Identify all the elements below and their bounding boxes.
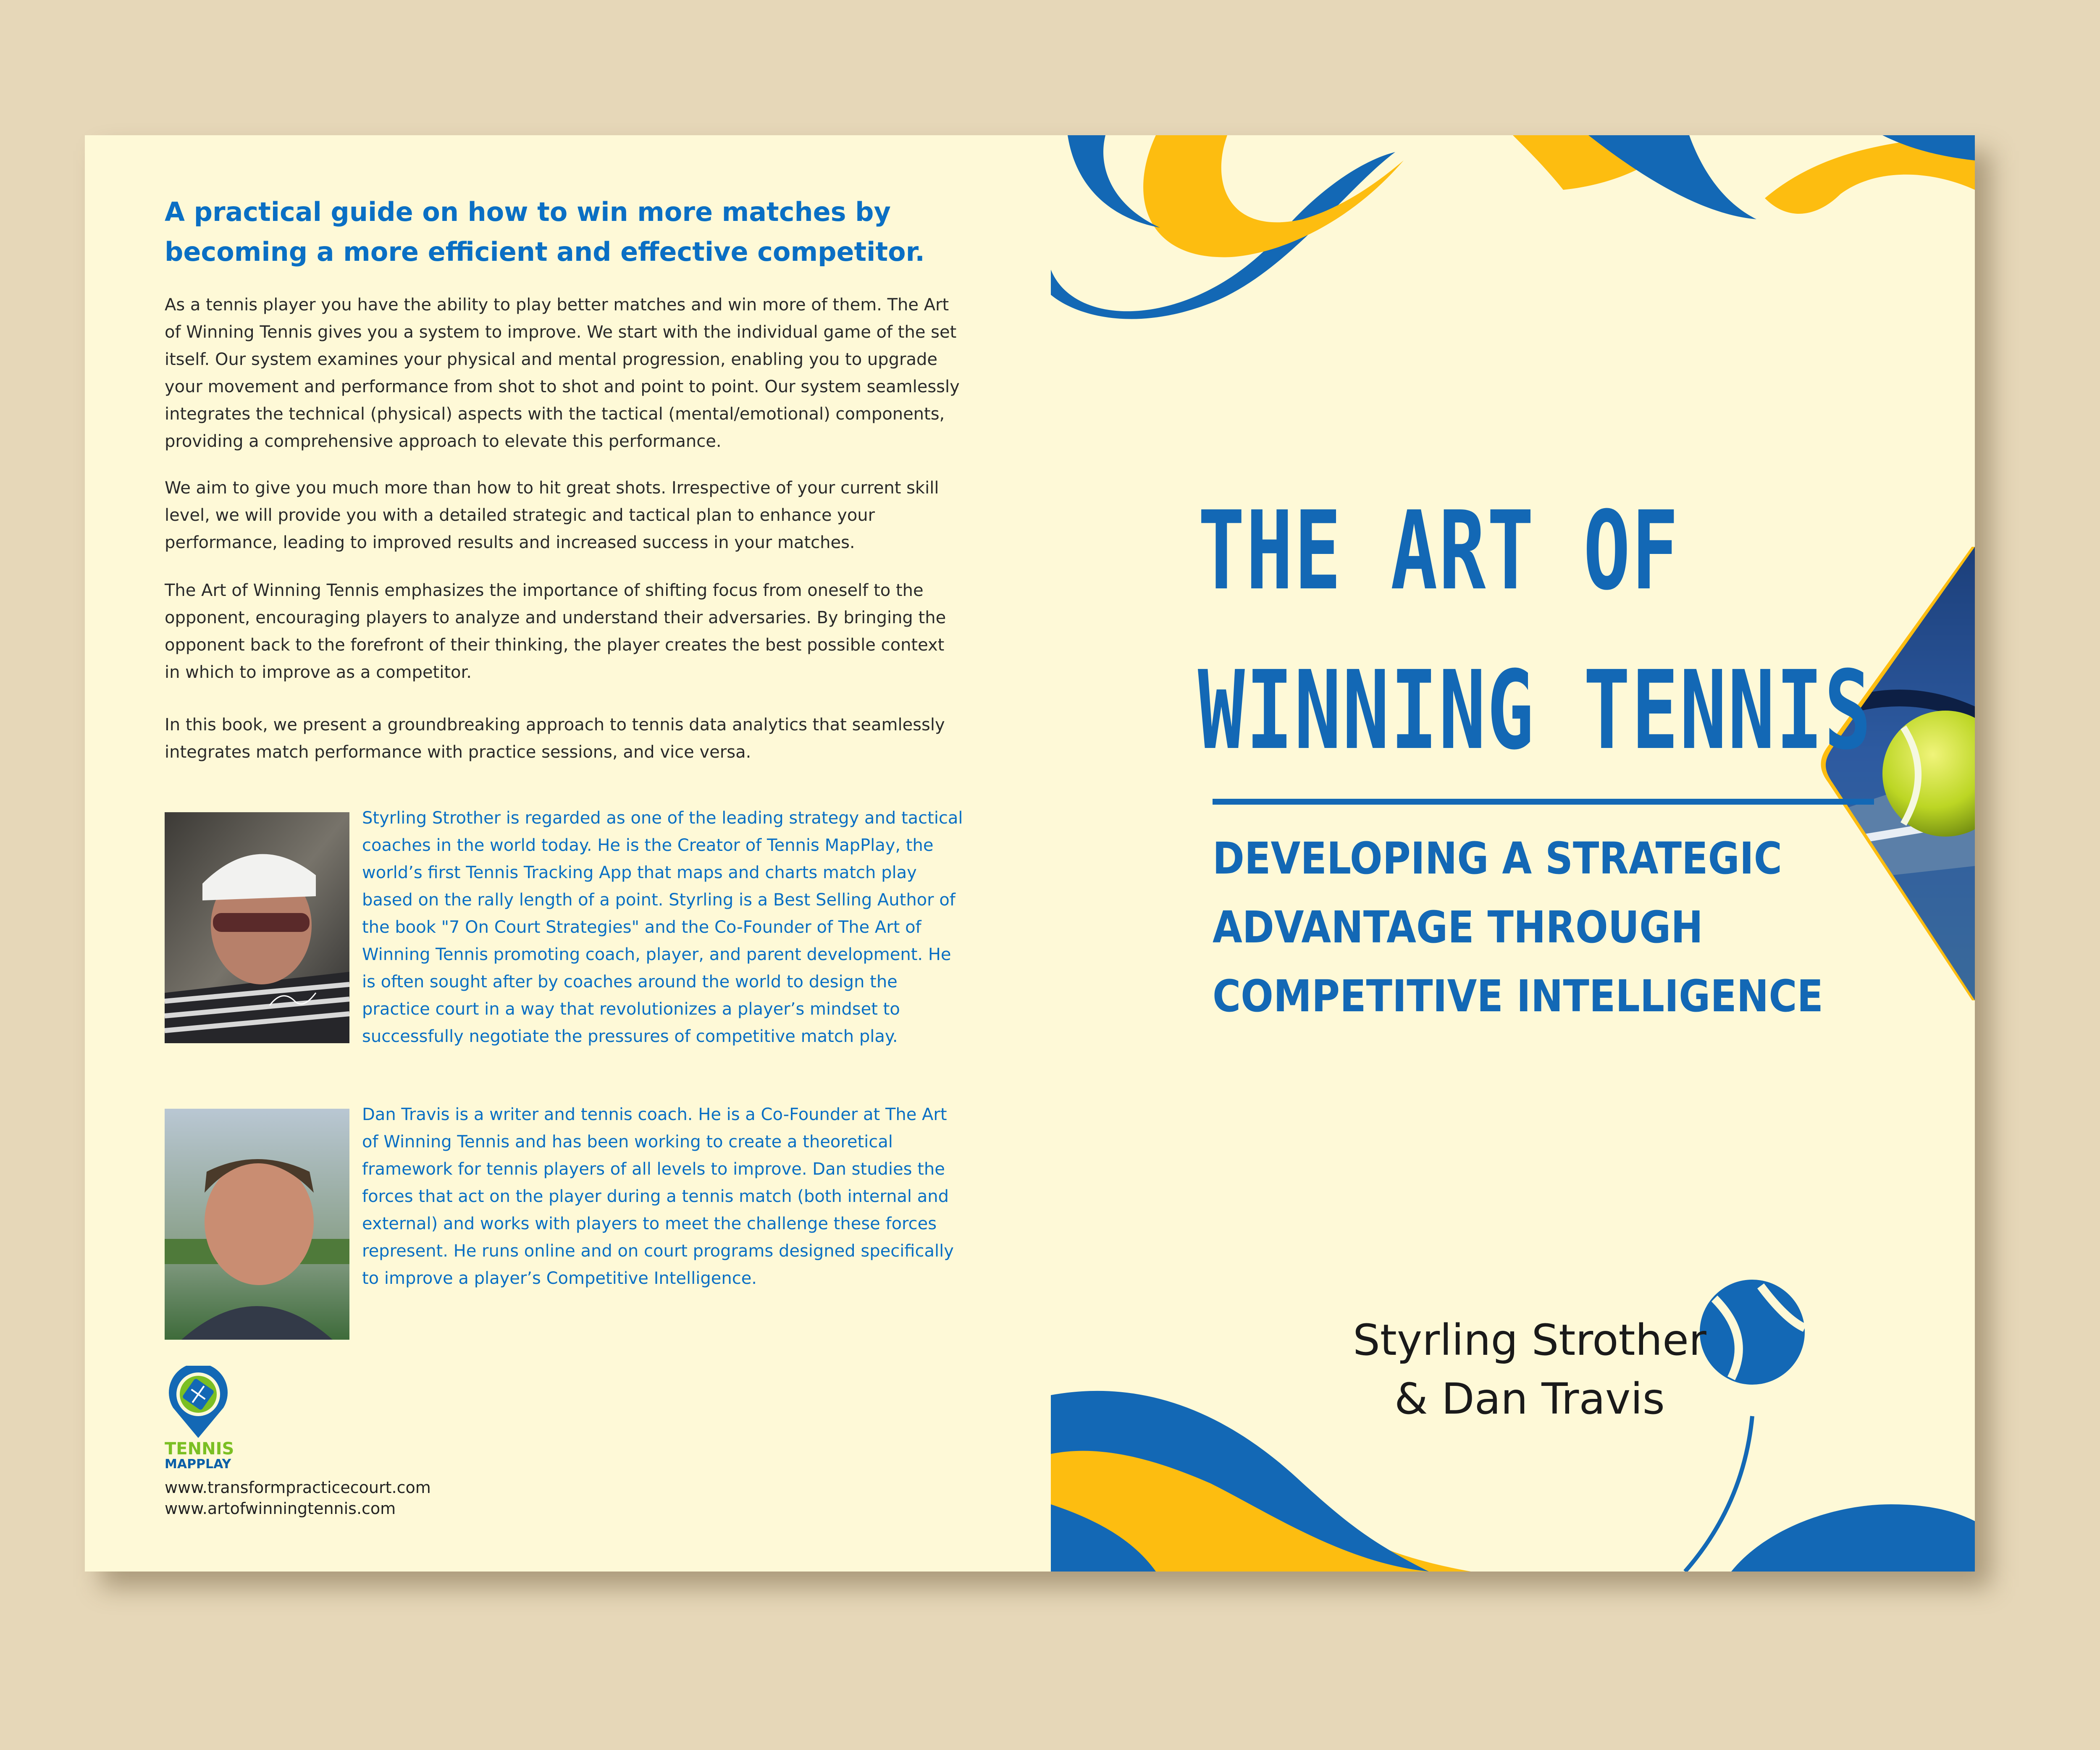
url-transformpracticecourt: www.transformpracticecourt.com — [165, 1478, 431, 1497]
author-photo-styrling — [165, 812, 349, 1043]
back-paragraph-3: The Art of Winning Tennis emphasizes the importance of shifting focus from oneself to the opponent, encouraging players to analyze and understand their adversaries. By bringing the opponent back to the forefront of their thinking, the player creates the best possible context in which to improve as a competitor. — [165, 581, 946, 682]
back-cover — [85, 135, 1051, 1572]
url-artofwinningtennis: www.artofwinningtennis.com — [165, 1499, 396, 1518]
subtitle-line-2: ADVANTAGE THROUGH — [1213, 902, 1703, 953]
top-swoosh-decoration — [1051, 135, 1975, 354]
back-paragraph-1: As a tennis player you have the ability to play better matches and win more of them. The Art of Winning Tennis gives you a system to improve. We start with the individual game of the set itself. Our system examines your physical and mental progression, enabling you to upgrade your movement and performance from shot to shot and point to point. Our system seamlessly integrates the technical (physical) aspects with the tactical (mental/emotional) components, providing a comprehensive approach to elevate this performance. — [165, 295, 960, 451]
bio-styrling: Styrling Strother is regarded as one of the leading strategy and tactical coaches in the world today. He is the Creator of Tennis MapPlay, the world’s first Tennis Tracking App that maps and charts match play based on the rally length of a point. Styrling is a Best Selling Author of the book "7 On Court Strategies" and the Co-Founder of The Art of Winning Tennis promoting coach, player, and parent development. He is often sought after by coaches around the world to design the practice court in a way that revolutionizes a player’s mindset to successfully negotiate the pressures of competitive match play. — [362, 808, 963, 1046]
tennis-mapplay-logo-icon — [165, 1366, 232, 1439]
book-cover-spread — [85, 135, 1975, 1572]
book-subtitle — [1213, 824, 1823, 1031]
author-line-1: Styrling Strother — [1353, 1315, 1706, 1365]
bottom-swoosh-decoration — [1051, 1345, 1975, 1572]
subtitle-line-1: DEVELOPING A STRATEGIC — [1213, 833, 1782, 884]
front-cover — [1051, 135, 1975, 1572]
back-paragraph-4: In this book, we present a groundbreaking approach to tennis data analytics that seamlessly integrates match performance with practice sessions, and vice versa. — [165, 715, 945, 762]
back-paragraph-2: We aim to give you much more than how to hit great shots. Irrespective of your current skill level, we will provide you with a detailed strategic and tactical plan to enhance your performance, leading to improved results and increased success in your matches. — [165, 478, 939, 552]
subtitle-line-3: COMPETITIVE INTELLIGENCE — [1213, 971, 1824, 1022]
title-divider — [1213, 799, 1874, 805]
back-headline: A practical guide on how to win more matches by becoming a more efficient and effective competitor. — [165, 197, 925, 267]
tennis-ball-photo — [1807, 547, 1975, 1000]
book-title-line-1: THE ART OF — [1198, 488, 1680, 614]
bio-dan: Dan Travis is a writer and tennis coach. He is a Co-Founder at The Art of Winning Tennis and has been working to create a theoretical framework for tennis players of all levels to improve. Dan studies the forces that act on the player during a tennis match (both internal and external) and works with players to meet the challenge these forces represent. He runs online and on court programs designed specifically to improve a player’s Competitive Intelligence. — [362, 1105, 954, 1288]
author-line-2: & Dan Travis — [1394, 1374, 1665, 1424]
author-photo-dan — [165, 1109, 349, 1340]
logo-text-mapplay: MAPPLAY — [165, 1457, 231, 1472]
book-title-line-2: WINNING TENNIS — [1198, 648, 1873, 774]
logo-text-tennis: TENNIS — [165, 1439, 234, 1459]
